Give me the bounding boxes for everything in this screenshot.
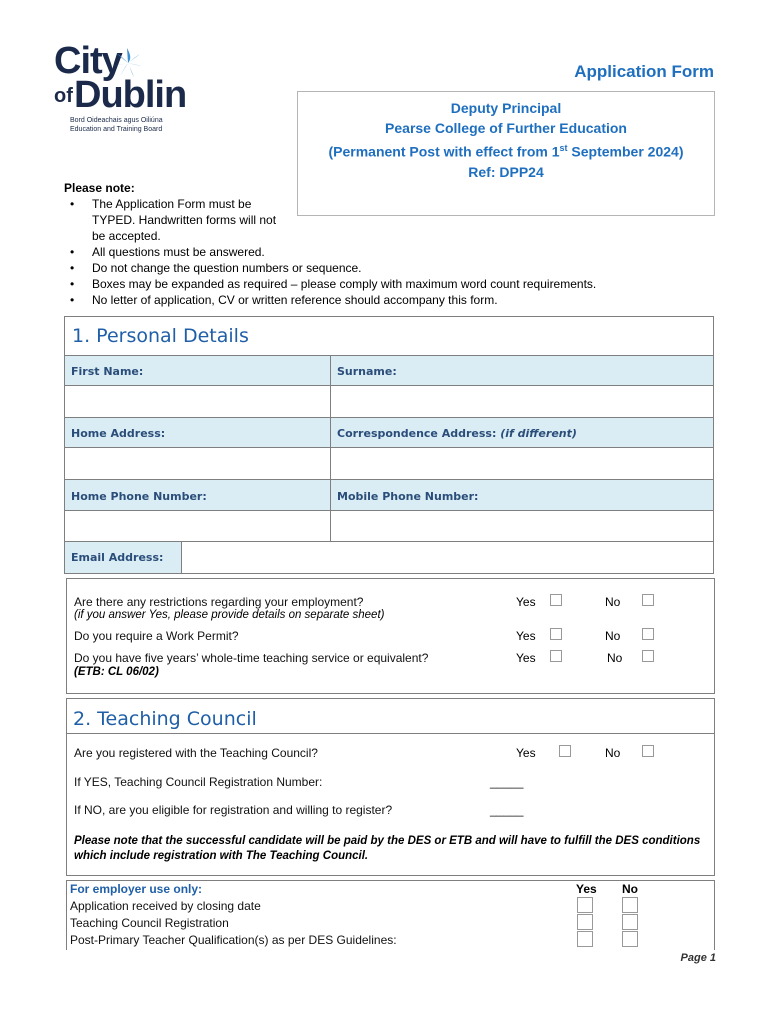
- home-address-field[interactable]: [64, 447, 331, 480]
- employer-yes-label: Yes: [576, 882, 597, 896]
- yes-label: Yes: [516, 746, 536, 760]
- correspondence-address-field[interactable]: [330, 447, 714, 480]
- employer-row-tc-registration: Teaching Council Registration: [70, 916, 229, 930]
- employer-use-heading: For employer use only:: [70, 882, 203, 896]
- first-name-label: First Name:: [64, 355, 331, 386]
- registered-yes-checkbox[interactable]: [559, 745, 571, 757]
- note-heading: Please note:: [64, 181, 135, 195]
- registered-no-checkbox[interactable]: [642, 745, 654, 757]
- no-label: No: [605, 595, 621, 609]
- form-title: Application Form: [574, 62, 714, 81]
- logo-subtitle: Bord Oideachais agus Oiliúna Education and Training Board: [70, 117, 163, 133]
- work-permit-no-checkbox[interactable]: [642, 628, 654, 640]
- question-teaching-service: Do you have five years’ whole-time teaching service or equivalent?: [74, 651, 429, 665]
- logo-city-text: City: [54, 40, 122, 82]
- employer-no-label: No: [622, 882, 638, 896]
- eligible-field[interactable]: _____: [490, 803, 524, 817]
- home-phone-field[interactable]: [64, 510, 331, 542]
- no-label: No: [605, 629, 621, 643]
- email-field[interactable]: [181, 541, 714, 574]
- restrictions-no-checkbox[interactable]: [642, 594, 654, 606]
- employer-qual-no-checkbox[interactable]: [622, 931, 638, 947]
- first-name-field[interactable]: [64, 385, 331, 418]
- note-list: [64, 196, 624, 308]
- yes-label: Yes: [516, 629, 536, 643]
- work-permit-yes-checkbox[interactable]: [550, 628, 562, 640]
- correspondence-address-label: Correspondence Address: (if different): [330, 417, 714, 448]
- note-item: • All questions must be answered.: [64, 244, 624, 260]
- page-number: Page 1: [680, 952, 716, 964]
- employer-tc-no-checkbox[interactable]: [622, 914, 638, 930]
- home-phone-label: Home Phone Number:: [64, 479, 331, 511]
- employer-tc-yes-checkbox[interactable]: [577, 914, 593, 930]
- question-eligible: If NO, are you eligible for registration and willing to register?: [74, 803, 393, 817]
- teaching-service-no-checkbox[interactable]: [642, 650, 654, 662]
- question-restrictions-note: (if you answer Yes, please provide details on separate sheet): [74, 609, 385, 621]
- surname-field[interactable]: [330, 385, 714, 418]
- surname-label: Surname:: [330, 355, 714, 386]
- section-divider: [67, 733, 714, 734]
- section-title-personal: 1. Personal Details: [72, 325, 249, 347]
- question-restrictions: Are there any restrictions regarding your employment?: [74, 595, 364, 609]
- question-teaching-service-note: (ETB: CL 06/02): [74, 666, 159, 678]
- mobile-phone-field[interactable]: [330, 510, 714, 542]
- note-item: • No letter of application, CV or written reference should accompany this form.: [64, 292, 624, 308]
- note-item: • Boxes may be expanded as required – please comply with maximum word count requirements.: [64, 276, 624, 292]
- employer-row-qualifications: Post-Primary Teacher Qualification(s) as per DES Guidelines:: [70, 933, 397, 947]
- post-title: Deputy Principal: [450, 100, 562, 116]
- no-label: No: [605, 746, 621, 760]
- note-item: • The Application Form must be TYPED. Handwritten forms will not be accepted.: [64, 196, 292, 244]
- question-work-permit: Do you require a Work Permit?: [74, 629, 239, 643]
- section-title-teaching: 2. Teaching Council: [73, 708, 257, 730]
- employer-qual-yes-checkbox[interactable]: [577, 931, 593, 947]
- employer-closing-no-checkbox[interactable]: [622, 897, 638, 913]
- email-label: Email Address:: [64, 541, 182, 574]
- home-address-label: Home Address:: [64, 417, 331, 448]
- restrictions-yes-checkbox[interactable]: [550, 594, 562, 606]
- registration-number-field[interactable]: _____: [490, 775, 524, 789]
- note-item: • Do not change the question numbers or sequence.: [64, 260, 624, 276]
- yes-label: Yes: [516, 595, 536, 609]
- post-effective-date: (Permanent Post with effect from 1st September 2024): [328, 143, 684, 160]
- question-registration-number: If YES, Teaching Council Registration Number:: [74, 775, 323, 789]
- logo-dublin-text: Dublin: [74, 74, 187, 116]
- registration-notice: Please note that the successful candidate will be paid by the DES or ETB and will have to fulfill the DES conditions which include registration with The Teaching Council.: [74, 835, 701, 862]
- post-college: Pearse College of Further Education: [385, 120, 627, 136]
- logo-of-text: of: [54, 85, 73, 107]
- employer-closing-yes-checkbox[interactable]: [577, 897, 593, 913]
- no-label: No: [607, 651, 623, 665]
- employer-row-closing-date: Application received by closing date: [70, 899, 261, 913]
- post-reference: Ref: DPP24: [468, 163, 544, 180]
- mobile-phone-label: Mobile Phone Number:: [330, 479, 714, 511]
- yes-label: Yes: [516, 651, 536, 665]
- teaching-service-yes-checkbox[interactable]: [550, 650, 562, 662]
- question-registered: Are you registered with the Teaching Council?: [74, 746, 318, 760]
